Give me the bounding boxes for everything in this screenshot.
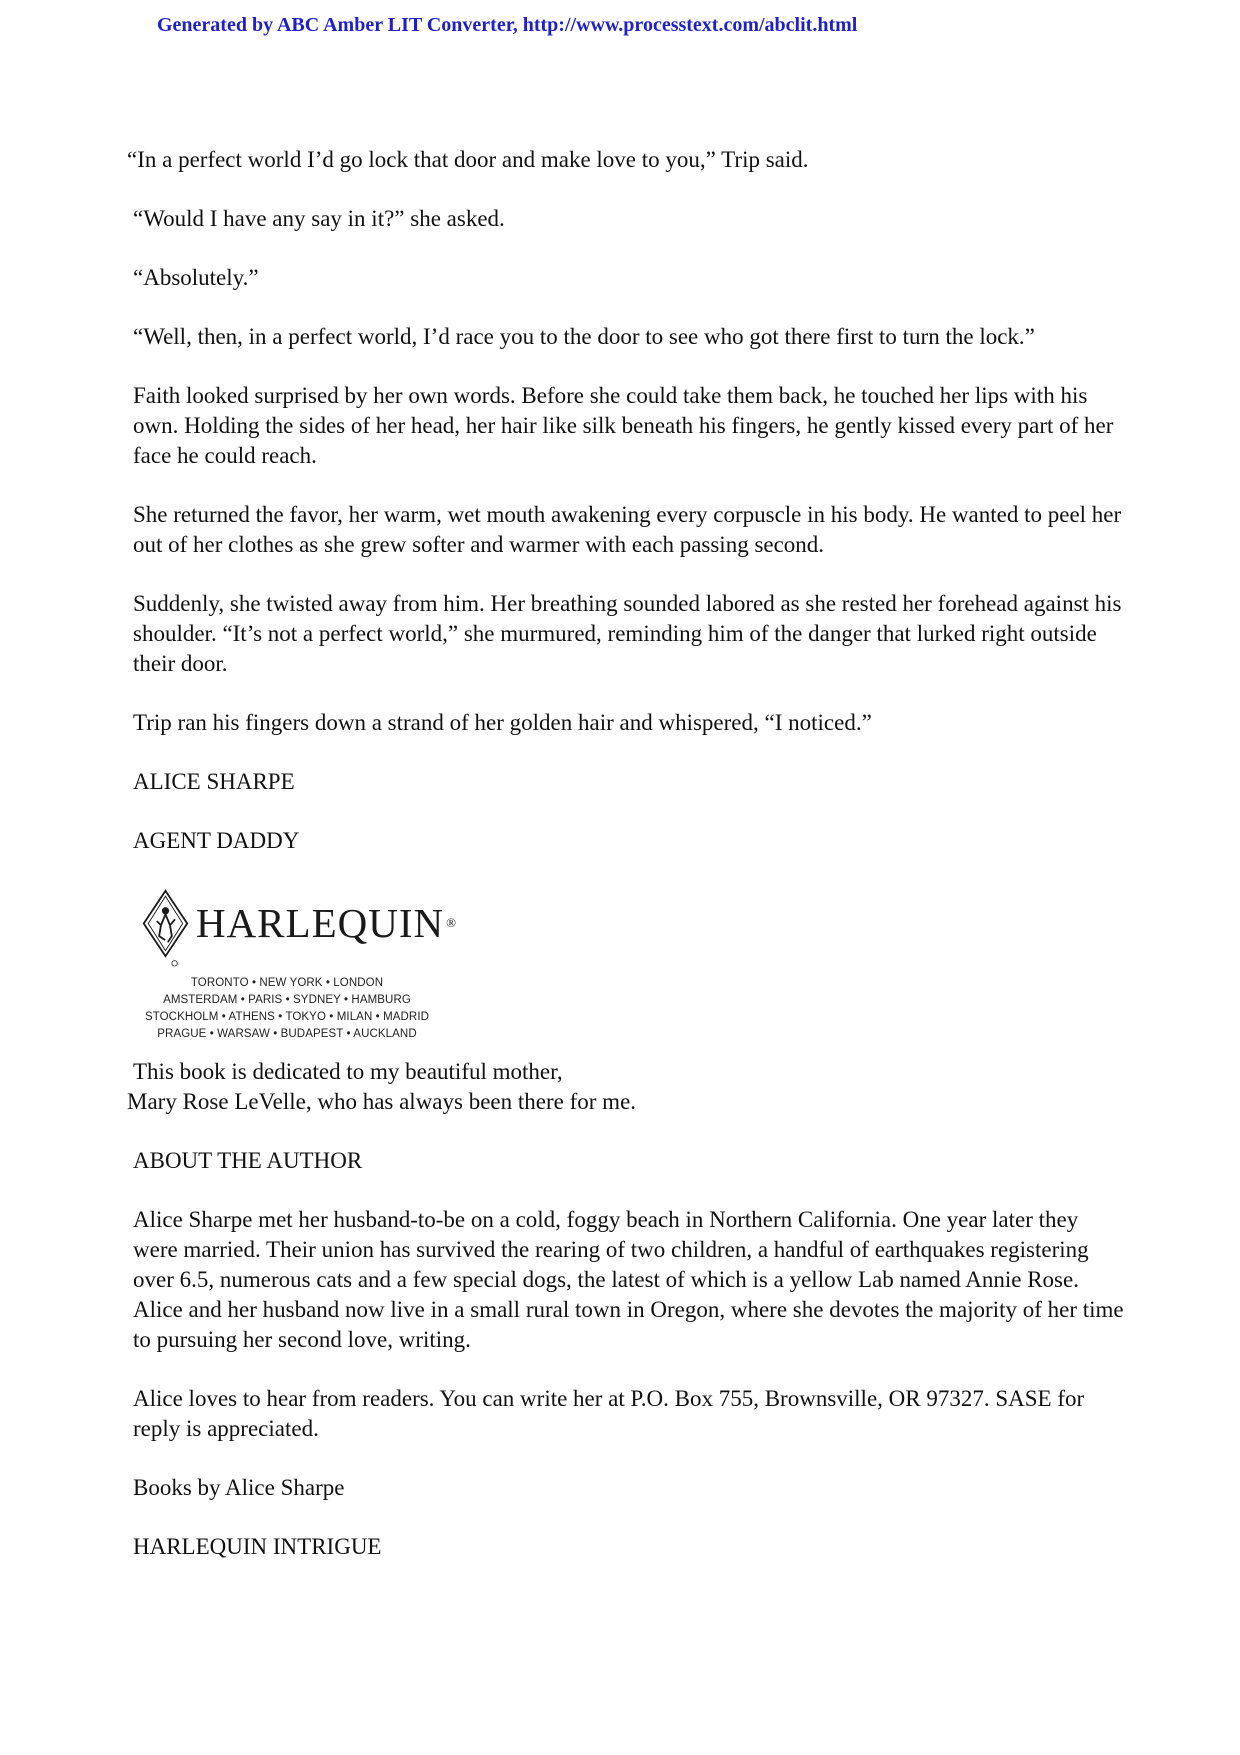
paragraph: “Would I have any say in it?” she asked. [133,206,505,231]
city-line: STOCKHOLM • ATHENS • TOKYO • MILAN • MADRID [144,1011,430,1023]
converter-header[interactable]: Generated by ABC Amber LIT Converter, http://www.processtext.com/abclit.html [157,14,858,36]
paragraph: “In a perfect world I’d go lock that door and make love to you,” Trip said. [127,147,809,172]
paragraph: Suddenly, she twisted away from him. Her breathing sounded labored as she rested her forehead against his shoulder. “It’s not a perfect world,” she murmured, reminding him of the danger that lurked right outside their door. [133,591,1122,676]
book-title: AGENT DADDY [133,828,300,853]
paragraph: Faith looked surprised by her own words. Before she could take them back, he touched her lips with his own. Holding the sides of her head, her hair like silk beneath his fingers, he gently kissed every part of her face he could reach. [133,383,1114,468]
books-heading: Books by Alice Sharpe [133,1475,345,1500]
harlequin-diamond-logo-icon [141,885,190,971]
city-line: AMSTERDAM • PARIS • SYDNEY • HAMBURG [163,994,411,1006]
publisher-cities [127,975,447,1043]
harlequin-wordmark: HARLEQUIN ® [195,900,457,946]
paragraph: Trip ran his fingers down a strand of her golden hair and whispered, “I noticed.” [133,710,872,735]
author-contact: Alice loves to hear from readers. You can write her at P.O. Box 755, Brownsville, OR 97327. SASE for reply is appreciated. [133,1386,1085,1441]
series-name: HARLEQUIN INTRIGUE [133,1534,382,1559]
paragraph: “Well, then, in a perfect world, I’d race you to the door to see who got there first to turn the lock.” [133,324,1035,349]
author-bio: Alice Sharpe met her husband-to-be on a cold, foggy beach in Northern California. One year later they were married. Their union has survived the rearing of two children, a handful of earthquakes registering over 6.5, numerous cats and a few special dogs, the latest of which is a yellow Lab named Annie Rose. Alice and her husband now live in a small rural town in Oregon, where she devotes the majority of her time to pursuing her second love, writing. [133,1207,1124,1352]
dedication-line: Mary Rose LeVelle, who has always been there for me. [127,1089,637,1114]
author-name: ALICE SHARPE [133,769,295,794]
dedication [127,1057,1127,1117]
document-body [127,145,1127,1591]
paragraph: “Absolutely.” [133,265,259,290]
paragraph: She returned the favor, her warm, wet mouth awakening every corpuscle in his body. He wanted to peel her out of her clothes as she grew softer and warmer with each passing second. [133,502,1122,557]
city-line: PRAGUE • WARSAW • BUDAPEST • AUCKLAND [157,1028,417,1040]
city-line: TORONTO • NEW YORK • LONDON [190,977,384,989]
about-heading: ABOUT THE AUTHOR [133,1148,363,1173]
dedication-line: This book is dedicated to my beautiful mother, [133,1059,563,1084]
publisher-logo [127,885,457,1043]
